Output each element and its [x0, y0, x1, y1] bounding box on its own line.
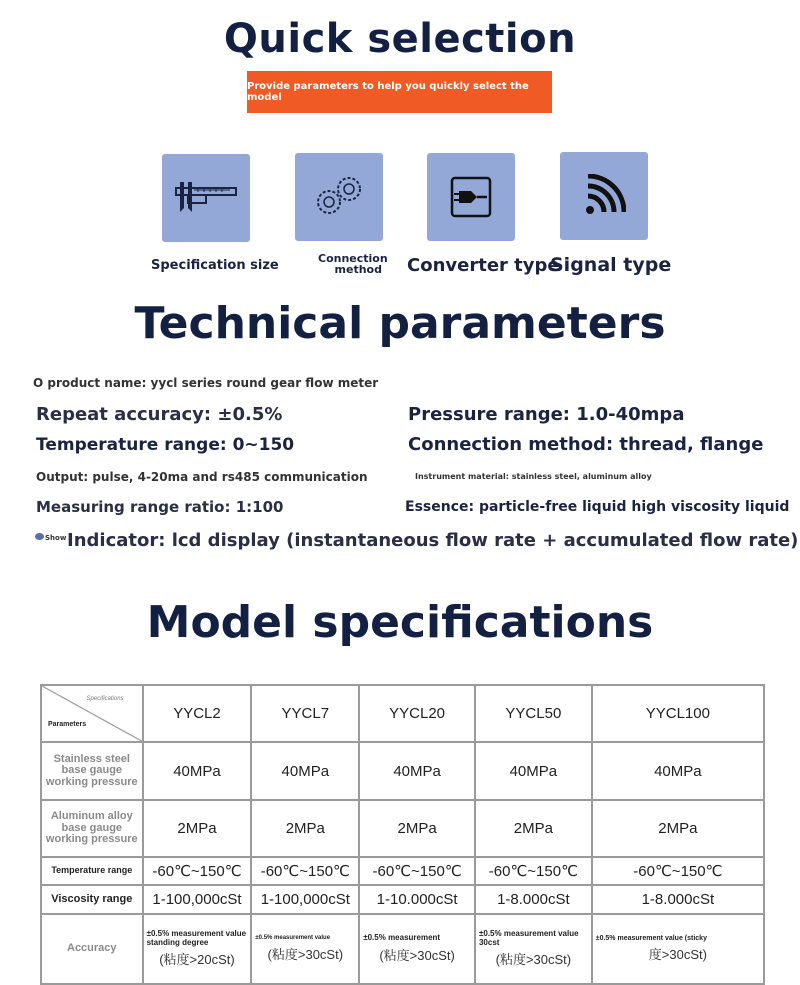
corner-top-label: Specifications: [86, 696, 124, 702]
table-cell: 40MPa: [475, 742, 592, 800]
table-cell: 40MPa: [143, 742, 252, 800]
table-cell: -60℃~150℃: [251, 857, 359, 885]
param-measuring-range-ratio: Measuring range ratio: 1:100: [36, 498, 284, 516]
quick-selection-banner: Provide parameters to help you quickly select the model: [247, 71, 552, 113]
table-cell: -60℃~150℃: [475, 857, 592, 885]
model-specifications-title: Model specifications: [146, 597, 654, 648]
model-spec-table: [40, 684, 765, 985]
table-cell: 40MPa: [359, 742, 475, 800]
row-label: Accuracy: [41, 914, 143, 984]
column-header: YYCL100: [592, 685, 764, 742]
table-row: [41, 800, 764, 857]
row-label: Viscosity range: [41, 885, 143, 914]
corner-cell: [41, 685, 143, 742]
converter-type-tile[interactable]: [427, 153, 515, 241]
table-cell: ±0.5% measurement value 30cst (粘度>30cSt): [475, 914, 592, 984]
table-cell: 2MPa: [143, 800, 252, 857]
specification-size-label: Specification size: [151, 258, 279, 273]
caliper-icon: [174, 178, 238, 218]
param-indicator: Indicator: lcd display (instantaneous flow rate + accumulated flow rate): [67, 530, 799, 551]
connection-method-tile[interactable]: [295, 153, 383, 241]
param-output: Output: pulse, 4-20ma and rs485 communication: [36, 470, 368, 484]
param-repeat-accuracy: Repeat accuracy: ±0.5%: [36, 404, 283, 425]
table-cell: -60℃~150℃: [143, 857, 252, 885]
plug-icon: [447, 173, 495, 221]
table-cell: ±0.5% measurement value standing degree (粘度>20cSt): [143, 914, 252, 984]
table-cell: 1-100,000cSt: [143, 885, 252, 914]
table-row: [41, 914, 764, 984]
row-label: Stainless steel base gauge working pressure: [41, 742, 143, 800]
row-label: Aluminum alloy base gauge working pressure: [41, 800, 143, 857]
connection-method-label: Connection method: [318, 252, 388, 276]
column-header: YYCL50: [475, 685, 592, 742]
param-temperature-range: Temperature range: 0~150: [36, 435, 301, 455]
wifi-signal-icon: [582, 174, 626, 218]
table-cell: ±0.5% measurement (粘度>30cSt): [359, 914, 475, 984]
row-label: Temperature range: [41, 857, 143, 885]
column-header: YYCL20: [359, 685, 475, 742]
table-cell: 1-10.000cSt: [359, 885, 475, 914]
specification-size-tile[interactable]: [162, 154, 250, 242]
column-header: YYCL2: [143, 685, 252, 742]
signal-type-label: Signal type: [550, 254, 672, 276]
table-cell: 2MPa: [592, 800, 764, 857]
table-cell: 1-100,000cSt: [251, 885, 359, 914]
table-cell: -60℃~150℃: [359, 857, 475, 885]
table-cell: 40MPa: [592, 742, 764, 800]
param-essence: Essence: particle-free liquid high viscosity liquid: [405, 499, 790, 515]
table-cell: 40MPa: [251, 742, 359, 800]
table-row: [41, 742, 764, 800]
table-cell: 1-8.000cSt: [592, 885, 764, 914]
table-row: [41, 885, 764, 914]
table-cell: ±0.5% measurement value (sticky 度>30cSt): [592, 914, 764, 984]
table-cell: 1-8.000cSt: [475, 885, 592, 914]
table-row: [41, 857, 764, 885]
table-cell: ±0.5% measurement value (粘度>30cSt): [251, 914, 359, 984]
table-header-row: [41, 685, 764, 742]
column-header: YYCL7: [251, 685, 359, 742]
show-icon: [35, 533, 44, 540]
table-cell: -60℃~150℃: [592, 857, 764, 885]
converter-type-label: Converter type: [407, 255, 560, 276]
param-connection-method: Connection method: thread, flange: [408, 434, 764, 455]
table-cell: 2MPa: [359, 800, 475, 857]
param-pressure-range: Pressure range: 1.0-40mpa: [408, 404, 685, 425]
signal-type-tile[interactable]: [560, 152, 648, 240]
quick-selection-title: Quick selection: [223, 16, 577, 62]
show-label[interactable]: Show: [35, 533, 66, 542]
corner-bottom-label: Parameters: [48, 721, 87, 728]
param-instrument-material: Instrument material: stainless steel, aluminum alloy: [415, 472, 652, 481]
gears-icon: [309, 172, 369, 222]
technical-parameters-title: Technical parameters: [134, 298, 666, 349]
table-cell: 2MPa: [251, 800, 359, 857]
table-cell: 2MPa: [475, 800, 592, 857]
product-name: O product name: yycl series round gear flow meter: [33, 376, 379, 390]
